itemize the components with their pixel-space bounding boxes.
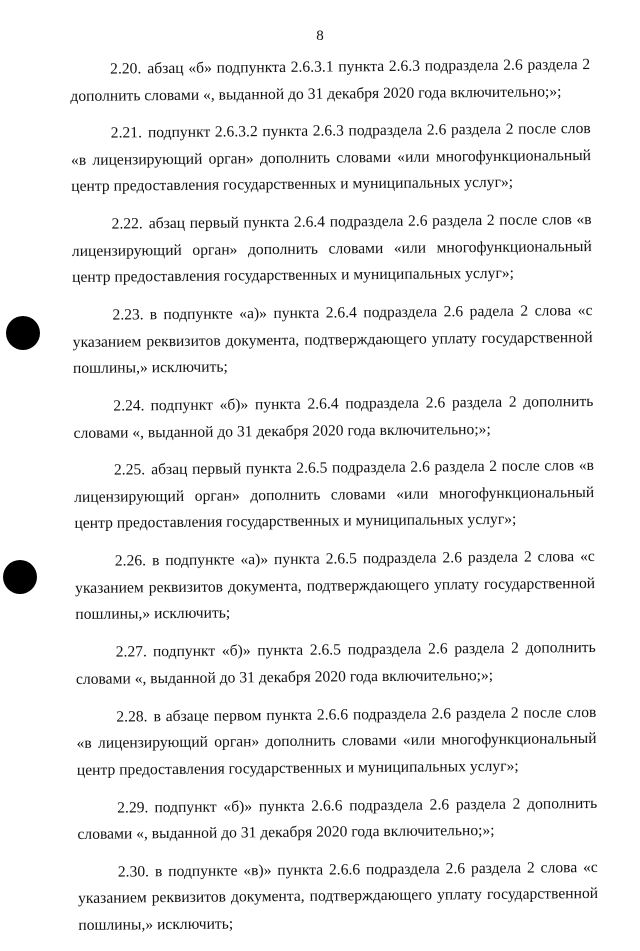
paragraph-number: 2.29.: [117, 798, 149, 817]
paragraph-number: 2.21.: [110, 124, 143, 143]
paragraph-text: абзац первый пункта 2.6.5 подраздела 2.6 раздела 2 после слов «в лицензирующий орган» дополнить словами «или многофункциональный центр предоставления государственных и муниципальных услуг»;: [74, 457, 595, 533]
paragraph-text: абзац «б» подпункта 2.6.3.1 пункта 2.6.3 подраздела 2.6 раздела 2 дополнить словами «, выданной до 31 декабря 2020 года включительно;»;: [70, 56, 591, 105]
amendment-paragraph: [71, 116, 592, 200]
punch-hole-mark: [6, 316, 40, 350]
punch-hole-mark: [3, 560, 37, 594]
amendment-paragraph: [73, 389, 593, 447]
paragraph-number: 2.30.: [117, 863, 150, 881]
paragraph-text: в подпункте «в)» пункта 2.6.6 подраздела 2.6 раздела 2 слова «с указанием реквизитов документа, подтверждающего уплату государственной пошлины,» исключить;: [78, 858, 599, 934]
amendment-paragraph: [76, 635, 596, 693]
paragraph-text: подпункт «б)» пункта 2.6.6 подраздела 2.6 раздела 2 дополнить словами «, выданной до 31 декабря 2020 года включительно;»;: [77, 794, 598, 843]
paragraph-text: подпункт «б)» пункта 2.6.4 подраздела 2.6 раздела 2 дополнить словами «, выданной до 31 декабря 2020 года включительно;»;: [73, 393, 594, 442]
amendment-paragraph: [77, 790, 597, 848]
amendments-list: [70, 52, 599, 951]
paragraph-number: 2.23.: [112, 306, 144, 324]
paragraph-text: подпункт 2.6.3.2 пункта 2.6.3 подраздела 2.6 раздела 2 после слов «в лицензирующий орган» дополнить словами «или многофункциональный центр предоставления государственных и муниципальных услуг»;: [70, 120, 592, 196]
paragraph-text: подпункт «б)» пункта 2.6.5 подраздела 2.6 раздела 2 дополнить словами «, выданной до 31 декабря 2020 года включительно;»;: [75, 639, 596, 688]
amendment-paragraph: [78, 855, 599, 939]
paragraph-number: 2.27.: [115, 643, 147, 661]
paragraph-text: в абзаце первом пункта 2.6.6 подраздела 2.6 раздела 2 после слов «в лицензирующий орган» дополнить словами «или многофункциональный центр предоставления государственных и муниципальных услуг»;: [76, 703, 597, 779]
amendment-paragraph: [70, 52, 590, 110]
page-number: 8: [316, 28, 324, 44]
paragraph-text: абзац первый пункта 2.6.4 подраздела 2.6 раздела 2 после слов «в лицензирующий орган» дополнить словами «или многофункциональный центр предоставления государственных и муниципальных услуг»;: [71, 211, 592, 287]
paragraph-number: 2.25.: [113, 461, 146, 480]
amendment-paragraph: [71, 207, 592, 291]
amendment-paragraph: [72, 298, 593, 382]
paragraph-number: 2.28.: [116, 707, 148, 726]
amendment-paragraph: [74, 453, 595, 537]
paragraph-number: 2.26.: [114, 552, 147, 570]
amendment-paragraph: [76, 700, 597, 784]
paragraph-number: 2.24.: [113, 397, 145, 415]
paragraph-number: 2.22.: [111, 215, 143, 233]
paragraph-number: 2.20.: [110, 60, 142, 78]
paragraph-text: в подпункте «а)» пункта 2.6.5 подраздела 2.6 раздела 2 слова «с указанием реквизитов документа, подтверждающего уплату государственной пошлины,» исключить;: [75, 548, 596, 624]
paragraph-text: в подпункте «а)» пункта 2.6.4 подраздела 2.6 радела 2 слова «с указанием реквизитов документа, подтверждающего уплату государственной пошлины,» исключить;: [72, 302, 593, 378]
amendment-paragraph: [75, 544, 596, 628]
